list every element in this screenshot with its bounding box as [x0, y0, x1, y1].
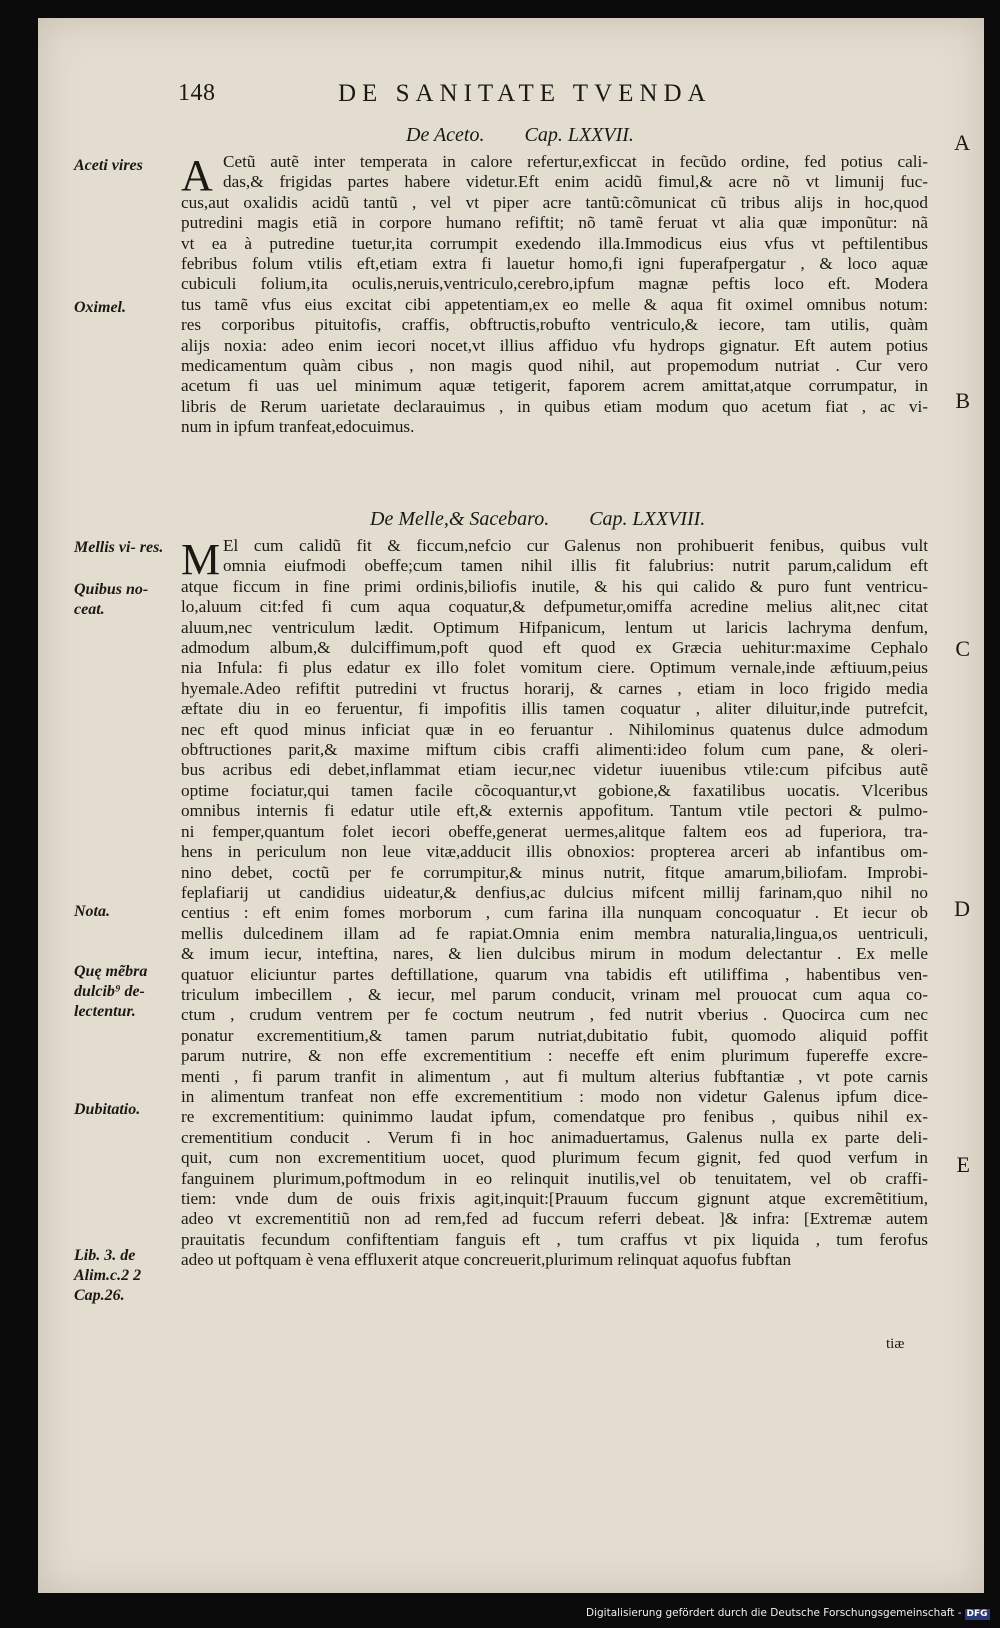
side-note: Lib. 3. de Alim.c.2 2 Cap.26.: [74, 1247, 142, 1304]
section-heading-aceto: De Aceto. Cap. LXXVII.: [406, 124, 634, 146]
text-line: putredini magis etiã in corpore humano refiftit; nõ tamẽ feruat vt alia quæ imponũtur: nã: [181, 213, 928, 233]
text-line: lo,aluum cit:fed fi cum aqua coquatur,& defpumetur,omiffa acredine melius alit,nec citat: [181, 597, 928, 617]
running-title: DE SANITATE TVENDA: [338, 80, 712, 107]
side-note: Oximel.: [74, 299, 126, 316]
side-note: Quę mẽbra dulcib⁹ de- lectentur.: [74, 963, 148, 1020]
text-line: ni femper,quantum folet iecori obeffe,generat uermes,alitque faltem eos ad fuperiora, tra-: [181, 821, 928, 841]
text-line: res corporibus pituitofis, craffis, obftructis,robufto ventriculo,& iecore, tam utilis, quàm: [181, 315, 928, 335]
text-line: El cum calidũ fit & ficcum,nefcio cur Galenus non prohibuerit fenibus, quibus vult: [223, 536, 928, 555]
section-text-aceto: [181, 152, 928, 438]
book-page: [38, 18, 984, 1593]
page-number: 148: [178, 80, 216, 106]
text-line: optime fociatur,qui tamen facile cõcoquantur,vt gobione,& faxatilibus uocatis. Vlceribus: [181, 780, 928, 800]
section-text-melle: [181, 536, 928, 1271]
section-heading-melle: De Melle,& Sacebaro. Cap. LXXVIII.: [370, 508, 706, 530]
text-line: mellis dulcedinem illam ad fe rapiat.Omnia enim membra naturalia,lingua,os uentriculi,: [181, 923, 928, 943]
side-note: Dubitatio.: [74, 1101, 141, 1118]
text-line: feplafiarij ut candidius uideatur,& denfius,ac dulcius mifcent millij farinam,quo nihil no: [181, 882, 928, 902]
text-line: centius : eft enim fomes morborum , cum farina illa nunquam concoquatur . Et iecur ob: [181, 903, 928, 923]
text-line: admodum album,& dulciffimum,poft quod eft quod ex Græcia uehitur:maxime Cephalo: [181, 638, 928, 658]
text-line: omnia eiufmodi obeffe;cum tamen nihil illis fit falubrius: nutrit parum,calidum eft: [223, 556, 928, 576]
text-line: nino debet, coctũ per fe corrumpitur,& minus nutrit, fitque amarum,biliofam. Improbi-: [181, 862, 928, 882]
dfg-logo: DFG: [966, 1609, 988, 1619]
text-line: das,& frigidas partes habere videtur.Eft enim acidũ fimul,& acre nõ vt limunij fuc-: [223, 172, 928, 192]
text-line: atque ficcum in fine primi ordinis,biliofis inutile, & his qui calido & puro funt ventricu-: [181, 576, 928, 596]
catch-word: tiæ: [886, 1336, 905, 1352]
text-line: hyemale.Adeo refiftit putredini vt fructus horarij, & carnes , etiam in loco frigido media: [181, 678, 928, 698]
text-line: febribus folum vtilis eft,etiam extra fi lauetur homo,fi igni fuperafpergatur , & loco aquæ: [181, 254, 928, 274]
margin-letter-d: D: [954, 896, 970, 921]
text-line: acetum fi uas uel minimum aquæ tetigerit, faporem acrem amittat,atque corrumpatur, in: [181, 376, 928, 396]
text-line: ctum , crudum ventrem per fe coctum neutrum , fed nutrit vberius . Quocirca cum nec: [181, 1005, 928, 1025]
side-note: Mellis vi- res.: [74, 539, 164, 556]
text-line: nia Infula: fi plus edatur ex illo folet vomitum ciere. Optimum vernale,inde æftiuum,peius: [181, 658, 928, 678]
text-line: quatuor eliciuntur partes deftillatione, quarum vna tabidis eft utiliffima , habentibus ven-: [181, 964, 928, 984]
text-line: quit, cum non excrementitium uocet, quod plurimum fecum gignit, fed quod verfum in: [181, 1148, 928, 1168]
digitization-footer: [586, 1607, 990, 1620]
text-line: cubiculi folium,ita oculis,neruis,ventriculo,cerebro,ipfum magnæ peftis loco eft. Modera: [181, 274, 928, 294]
text-line: re excrementitium: quinimmo laudat ipfum, comendatque pro fenibus , quibus nihil ex-: [181, 1107, 928, 1127]
text-line: alijs noxia: adeo enim iecori nocet,vt illius affiduo vfu hydrops gignatur. Eft autem potius: [181, 335, 928, 355]
drop-cap: A: [181, 151, 213, 200]
text-line: æftate diu in eo feruentur, fi impofitis illis tamen coquatur , aliter diluitur,inde putrefcit,: [181, 699, 928, 719]
text-line: nec eft quod minus inficiat quæ in eo feruantur . Nihilominus quatenus dulce admodum: [181, 719, 928, 739]
text-line: fanguinem plurimum,poftmodum in eo relinquit inutilis,vel ob tenuitatem, vel ob craffi-: [181, 1168, 928, 1188]
side-note: Quibus no- ceat.: [74, 581, 149, 618]
text-line: vt ea à putredine tuetur,ita corrumpit exedendo illa.Immodicus eius vfus vt peftilentibus: [181, 233, 928, 253]
text-line: adeo ut poftquam è vena effluxerit atque concreuerit,plurimum relinquat aquofus fubftan: [181, 1250, 792, 1270]
text-line: cus,aut oxalidis acidũ tantũ , vel vt piper acre tantũ:cõmunicat cũ tribus alijs in hoc,quod: [181, 192, 928, 212]
text-line: Cetũ autẽ inter temperata in calore refertur,exficcat in fecũdo ordine, fed potius cali-: [223, 152, 928, 171]
text-line: adeo vt excrementitiũ non ad rem,fed ad fuccum referri debeat. ]& infra: [Extremæ autem: [181, 1209, 928, 1229]
text-line: tus tamẽ vfus eius excitat cibi appetentiam,ex eo melle & aqua fit oximel omnibus notum:: [181, 294, 928, 314]
side-note: Aceti vires: [74, 157, 143, 174]
text-line: menti , fi parum tranfit in alimentum , aut fi multum alterius fubftantiæ , vt pote carnis: [181, 1066, 928, 1086]
margin-letter-c: C: [955, 636, 970, 661]
text-line: omnibus internis fi edatur utile eft,& externis appofitum. Tantum vtile pectori & pulmo-: [181, 801, 928, 821]
text-line: obftructiones parit,& maxime miftum cibis craffi alimenti:ideo folum cum pane, & oleri-: [181, 740, 928, 760]
margin-letter-e: E: [956, 1152, 970, 1177]
margin-letter-a: A: [954, 130, 970, 155]
text-line: num in ipfum tranfeat,edocuimus.: [181, 417, 415, 437]
text-line: medicamentum quàm cibus , non magis quod nihil, aut propemodum nutriat . Cur vero: [181, 356, 928, 376]
text-line: aluum,nec ventriculum lædit. Optimum Hifpanicum, lentum ut laricis lachryma denfum,: [181, 617, 928, 637]
text-line: bus acribus edi debet,inflammat etiam iecur,nec videtur iuuenibus vtile:cum pifcibus autẽ: [181, 760, 928, 780]
text-line: hens in periculum non leue vitæ,adducit illis obnoxios: propterea arceri ab infantibus om-: [181, 842, 928, 862]
text-line: crementitium conducit . Verum fi in hoc animaduertamus, Galenus nulla ex parte deli-: [181, 1127, 928, 1147]
text-line: ponatur excrementitium,& tamen parum nutriat,dubitatio fubit, quomodo aliquid poffit: [181, 1025, 928, 1045]
text-line: parum nutrire, & non effe excrementitium : neceffe eft enim plurimum fupereffe excre-: [181, 1046, 928, 1066]
text-line: triculum imbecillem , & iecur, mel parum conducit, vrinam mel prouocat cum aqua co-: [181, 984, 928, 1004]
text-line: prauitatis fecundum confiftentiam fanguis eft , tum craffus vt pix liquida , tum ferofus: [181, 1229, 928, 1249]
margin-letter-b: B: [955, 388, 970, 413]
drop-cap: M: [181, 535, 221, 584]
side-note: Nota.: [74, 903, 110, 920]
footer-credit: Digitalisierung gefördert durch die Deutsche Forschungsgemeinschaft -: [586, 1607, 962, 1619]
text-line: & imum iecur, inteftina, nares, & lien dulcibus mirum in modum delectantur . Ex melle: [181, 944, 928, 964]
text-line: in alimentum tranfeat non effe excrementitium : modo non videtur Galenus ipfum dice-: [181, 1086, 928, 1106]
text-line: tiem: vnde dum de ouis frixis agit,inquit:[Prauum fuccum gignunt atque excremẽtitium,: [181, 1189, 928, 1208]
text-line: libris de Rerum uarietate declarauimus , in quibus etiam modum quo acetum fiat , ac vi-: [181, 396, 928, 416]
